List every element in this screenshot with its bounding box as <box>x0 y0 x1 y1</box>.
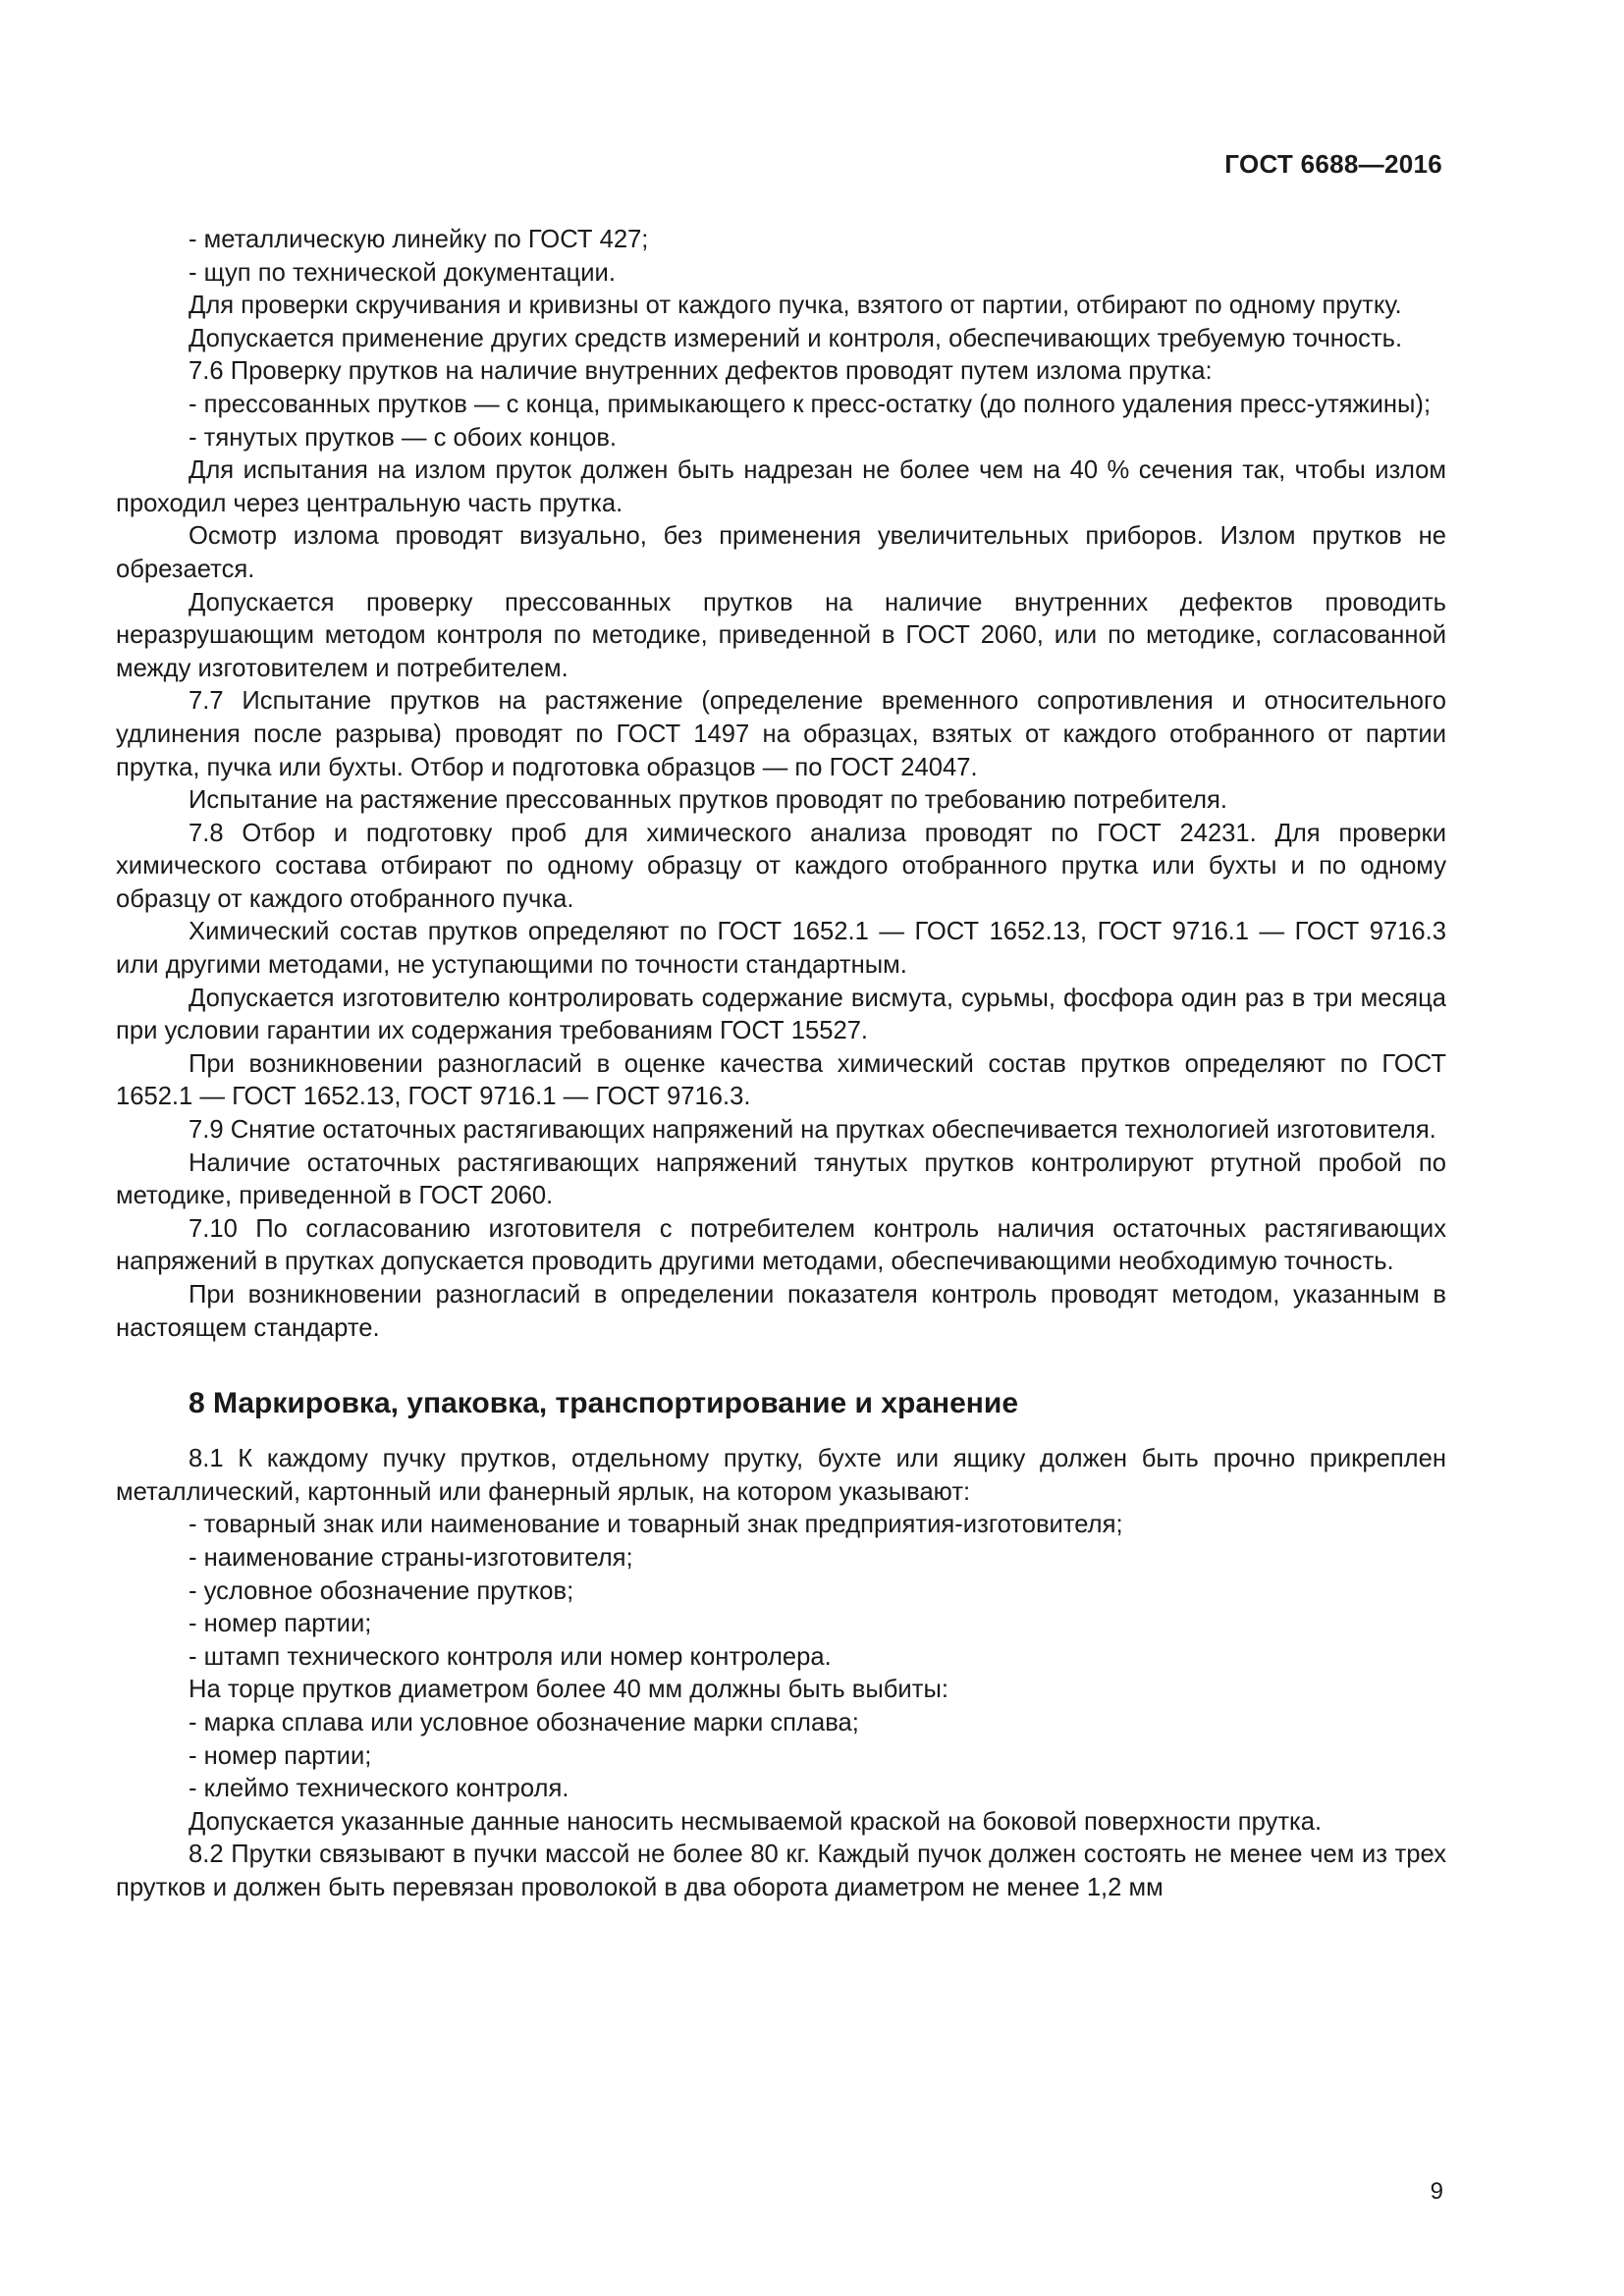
paragraph: Допускается проверку прессованных прутков на наличие внутренних дефектов проводить неразрушающим методом контроля по методике, приведенной в ГОСТ 2060, или по методике, согласованной между изготовителем и потребителем. <box>116 588 1446 682</box>
list-item: - металлическую линейку по ГОСТ 427; <box>189 226 649 253</box>
clause-7-6: 7.6 Проверку прутков на наличие внутренних дефектов проводят путем излома прутка: <box>189 357 1213 386</box>
list-item: - клеймо технического контроля. <box>189 1775 569 1803</box>
paragraph: Для испытания на излом пруток должен быть надрезан не более чем на 40 % сечения так, чтобы излом проходил через центральную часть прутка. <box>116 456 1446 517</box>
paragraph: Допускается применение других средств измерений и контроля, обеспечивающих требуемую точность. <box>189 324 1403 352</box>
list-item: - условное обозначение прутков; <box>189 1576 574 1605</box>
paragraph: При возникновении разногласий в оценке качества химический состав прутков определяют по ГОСТ 1652.1 — ГОСТ 1652.13, ГОСТ 9716.1 — ГОСТ 9716.3. <box>116 1049 1446 1111</box>
list-item: - наименование страны-изготовителя; <box>189 1543 633 1572</box>
clause-8-2: 8.2 Прутки связывают в пучки массой не более 80 кг. Каждый пучок должен состоять не менее чем из трех прутков и должен быть перевязан проволокой в два оборота диаметром не менее 1,2 мм <box>116 1841 1446 1901</box>
paragraph: Наличие остаточных растягивающих напряжений тянутых прутков контролируют ртутной пробой по методике, приведенной в ГОСТ 2060. <box>116 1148 1446 1210</box>
list-item: - щуп по технической документации. <box>189 258 616 287</box>
paragraph: Допускается указанные данные наносить несмываемой краской на боковой поверхности прутка. <box>189 1807 1323 1836</box>
clause-7-10: 7.10 По согласованию изготовителя с потребителем контроль наличия остаточных растягивающих напряжений в прутках допускается проводить другими методами, обеспечивающими необходимую точность. <box>116 1214 1446 1276</box>
section-heading: 8 Маркировка, упаковка, транспортирование и хранение <box>189 1387 1019 1420</box>
list-item: - номер партии; <box>189 1610 372 1638</box>
clause-7-9: 7.9 Снятие остаточных растягивающих напряжений на прутках обеспечивается технологией изготовителя. <box>189 1116 1436 1145</box>
paragraph: Для проверки скручивания и кривизны от каждого пучка, взятого от партии, отбирают по одному прутку. <box>189 292 1402 320</box>
paragraph: Допускается изготовителю контролировать содержание висмута, сурьмы, фосфора один раз в три месяца при условии гарантии их содержания требованиям ГОСТ 15527. <box>116 984 1446 1045</box>
paragraph: Осмотр излома проводят визуально, без применения увеличительных приборов. Излом прутков не обрезается. <box>116 522 1446 583</box>
list-item: - тянутых прутков — с обоих концов. <box>189 423 618 452</box>
list-item: - штамп технического контроля или номер контролера. <box>189 1642 832 1671</box>
clause-7-7: 7.7 Испытание прутков на растяжение (определение временного сопротивления и относительного удлинения после разрыва) проводят по ГОСТ 1497 на образцах, взятых от каждого отобранного от партии прутка, пучка или бухты. Отбор и подготовка образцов — по ГОСТ 24047. <box>116 687 1446 781</box>
list-item: - марка сплава или условное обозначение марки сплава; <box>189 1708 859 1736</box>
paragraph: Химический состав прутков определяют по ГОСТ 1652.1 — ГОСТ 1652.13, ГОСТ 9716.1 — ГОСТ 9716.3 или другими методами, не уступающими по точности стандартным. <box>116 918 1446 980</box>
document-code-header: ГОСТ 6688—2016 <box>1224 149 1442 179</box>
paragraph: При возникновении разногласий в определении показателя контроль проводят методом, указанным в настоящем стандарте. <box>116 1281 1446 1342</box>
page-number: 9 <box>1430 2178 1443 2205</box>
list-item: - прессованных прутков — с конца, примыкающего к пресс-остатку (до полного удаления пресс-утяжины); <box>189 390 1432 418</box>
clause-7-8: 7.8 Отбор и подготовку проб для химического анализа проводят по ГОСТ 24231. Для проверки химического состава отбирают по одному образцу от каждого отобранного прутка или бухты и по одному образцу от каждого отобранного пучка. <box>116 819 1446 913</box>
paragraph: На торце прутков диаметром более 40 мм должны быть выбиты: <box>189 1676 948 1704</box>
document-body <box>116 224 1446 1905</box>
list-item: - номер партии; <box>189 1741 372 1770</box>
list-item: - товарный знак или наименование и товарный знак предприятия-изготовителя; <box>189 1511 1123 1539</box>
paragraph: Испытание на растяжение прессованных прутков проводят по требованию потребителя. <box>189 786 1227 815</box>
clause-8-1: 8.1 К каждому пучку прутков, отдельному прутку, бухте или ящику должен быть прочно прикреплен металлический, картонный или фанерный ярлык, на котором указывают: <box>116 1445 1446 1506</box>
